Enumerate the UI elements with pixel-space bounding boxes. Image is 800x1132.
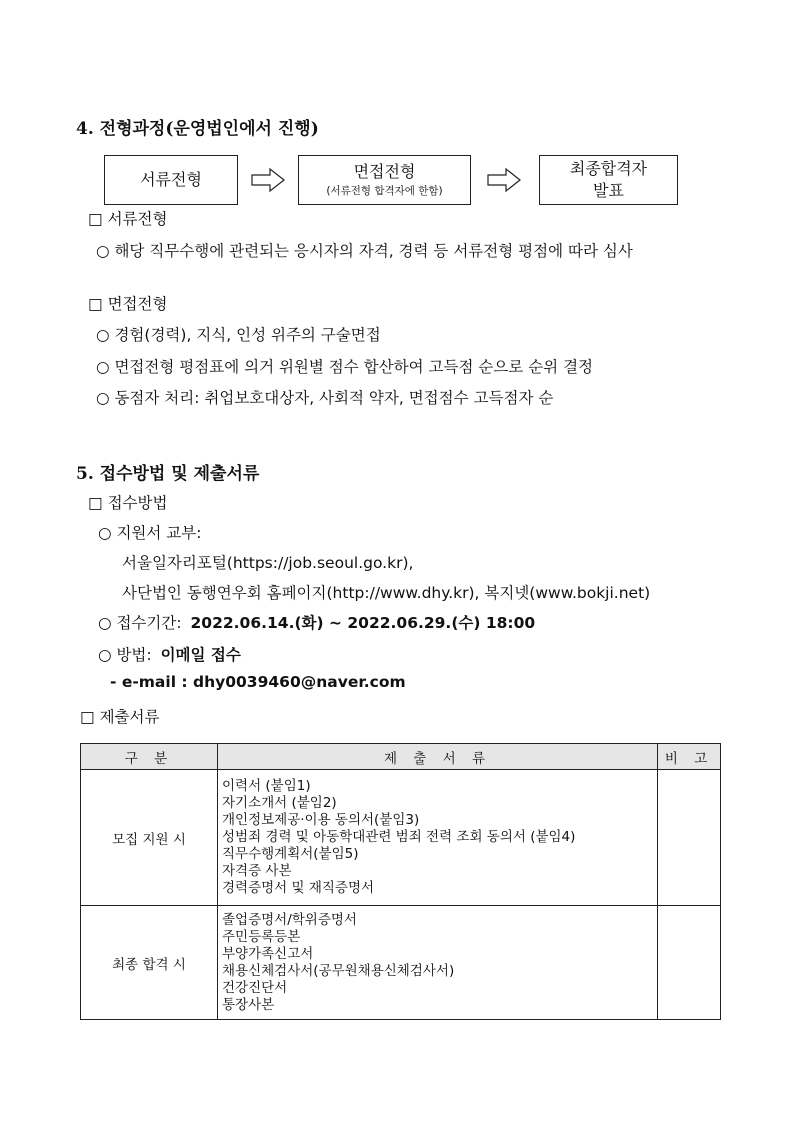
list-item: 졸업증명서/학위증명서 <box>222 911 357 928</box>
interview-title: □ 면접전형 <box>88 295 168 313</box>
how-value: 이메일 접수 <box>160 646 241 664</box>
distribution-label: ○ 지원서 교부: <box>98 524 202 542</box>
period-value: 2022.06.14.(화) ~ 2022.06.29.(수) 18:00 <box>190 614 536 632</box>
doc-screening-item: ○ 해당 직무수행에 관련되는 응시자의 자격, 경력 등 서류전형 평점에 따라 심사 <box>96 242 633 260</box>
interview-item: ○ 동점자 처리: 취업보호대상자, 사회적 약자, 면접점수 고득점자 순 <box>96 389 554 407</box>
distribution-line2: 사단법인 동행연우회 홈페이지(http://www.dhy.kr), 복지넷(www.bokji.net) <box>122 584 651 602</box>
row-items <box>218 906 658 1020</box>
flow-step1-label: 서류전형 <box>140 170 202 189</box>
table-row <box>81 770 721 906</box>
list-item: 자격증 사본 <box>222 863 292 879</box>
list-item: 이력서 (붙임1) <box>222 778 311 794</box>
table-header-row <box>81 744 721 770</box>
list-item: 자기소개서 (붙임2) <box>222 795 337 811</box>
list-item: 경력증명서 및 재직증명서 <box>222 880 375 896</box>
flow-step3-line2: 발표 <box>593 181 624 200</box>
row-category: 최종 합격 시 <box>81 906 218 1020</box>
period-label: ○ 접수기간: <box>98 614 182 632</box>
list-item: 주민등록등본 <box>222 928 301 945</box>
header-documents: 제 출 서 류 <box>218 744 658 770</box>
list-item: 통장사본 <box>222 996 275 1013</box>
flow-step-interview <box>298 155 471 205</box>
section4-heading: 4. 전형과정(운영법인에서 진행) <box>76 119 319 139</box>
row-category: 모집 지원 시 <box>81 770 218 906</box>
list-item: 성범죄 경력 및 아동학대관련 범죄 전력 조회 동의서 (붙임4) <box>222 829 576 845</box>
right-arrow-icon <box>251 168 285 192</box>
distribution-line1: 서울일자리포털(https://job.seoul.go.kr), <box>122 554 414 572</box>
flow-step-final-announcement <box>539 155 678 205</box>
interview-item: ○ 경험(경력), 지식, 인성 위주의 구술면접 <box>96 326 381 344</box>
how-row <box>98 643 241 665</box>
how-label: ○ 방법: <box>98 646 152 664</box>
method-title: □ 접수방법 <box>88 494 168 512</box>
row-items <box>218 770 658 906</box>
header-category: 구 분 <box>81 744 218 770</box>
period-row <box>98 611 535 633</box>
list-item: 부양가족신고서 <box>222 945 314 962</box>
flow-step2-title: 면접전형 <box>353 162 416 181</box>
flow-step3-line1: 최종합격자 <box>569 159 648 178</box>
flow-step-document-screening <box>104 155 238 205</box>
list-item: 직무수행계획서(붙임5) <box>222 846 359 862</box>
list-item: 건강진단서 <box>222 979 288 996</box>
table-row <box>81 906 721 1020</box>
doc-screening-title: □ 서류전형 <box>88 210 168 228</box>
documents-title: □ 제출서류 <box>80 708 160 726</box>
row-note <box>658 906 721 1020</box>
section5-heading: 5. 접수방법 및 제출서류 <box>76 464 260 484</box>
flow-step2-note: (서류전형 합격자에 한함) <box>326 185 443 197</box>
list-item: 채용신체검사서(공무원채용신체검사서) <box>222 962 455 979</box>
list-item: 개인정보제공·이용 동의서(붙임3) <box>222 812 420 828</box>
right-arrow-icon <box>487 168 521 192</box>
header-note: 비 고 <box>658 744 721 770</box>
email-line: - e-mail : dhy0039460@naver.com <box>110 673 406 691</box>
documents-table <box>80 743 721 1020</box>
row-note <box>658 770 721 906</box>
interview-item: ○ 면접전형 평점표에 의거 위원별 점수 합산하여 고득점 순으로 순위 결정 <box>96 358 594 376</box>
